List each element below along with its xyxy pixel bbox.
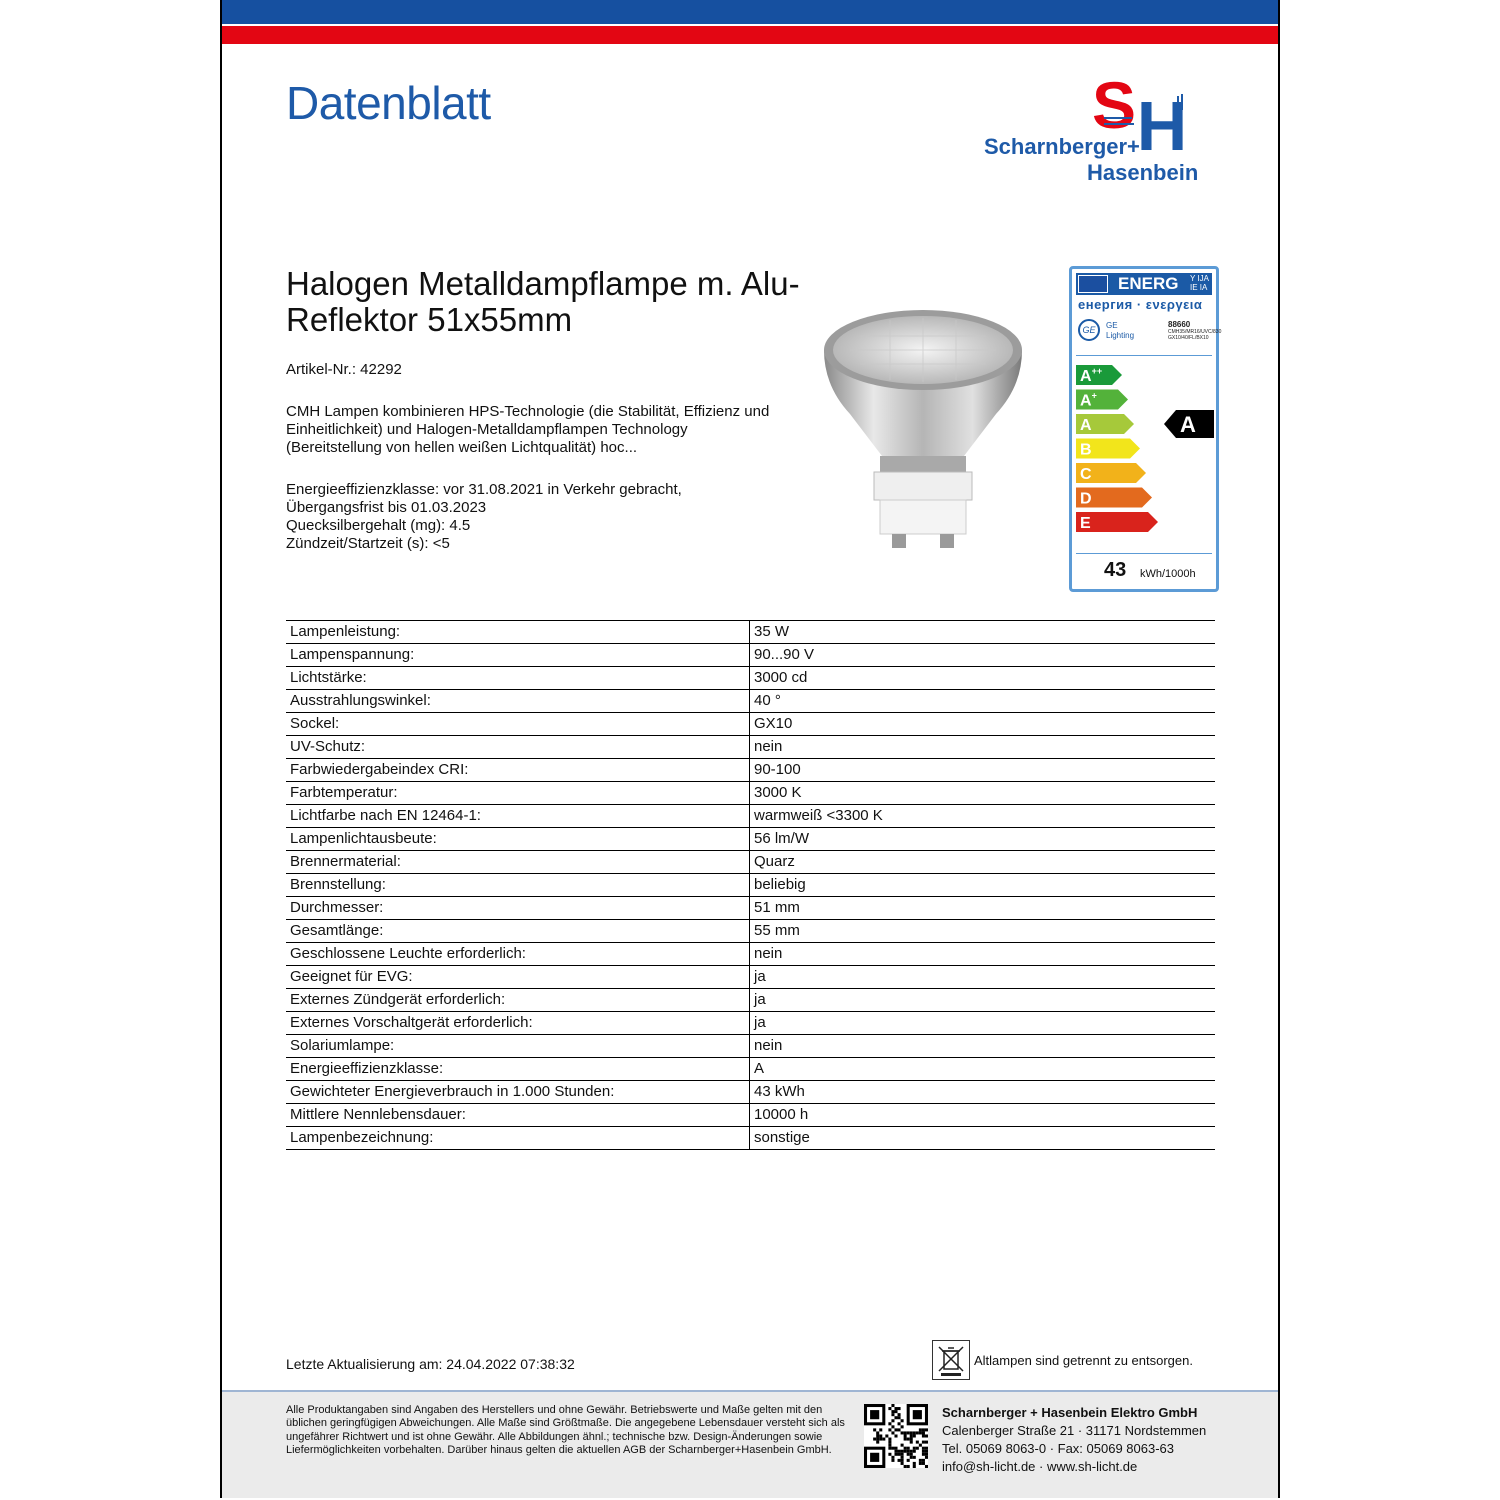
table-row — [286, 759, 1215, 782]
spec-value: 43 kWh — [750, 1081, 1216, 1104]
spec-value: 55 mm — [750, 920, 1216, 943]
energy-class-arrow — [1076, 439, 1140, 459]
energy-class-label: E — [1080, 515, 1091, 532]
lamp-image — [820, 306, 1026, 552]
table-row — [286, 1081, 1215, 1104]
energy-label-divider — [1076, 553, 1212, 554]
table-row — [286, 690, 1215, 713]
footer-disclaimer: Alle Produktangaben sind Angaben des Herstellers und ohne Gewähr. Betriebswerte und Maße gelten mit den üblichen geringfügigen Abweichungen. Alle Maße sind Größtmaße. Die angegebene Lebensdauer versteht sich als ungefährer Richtwert und ist ohne Gewähr. Alle Abbildungen ähnl.; technische bzw. Design-Änderungen sowie Liefermöglichkeiten vorbehalten. Darüber hinaus gelten die aktuellen AGB der Scharnberger+Hasenbein GmbH. — [286, 1404, 845, 1457]
spec-value: 90...90 V — [750, 644, 1216, 667]
spec-key: UV-Schutz: — [286, 736, 750, 759]
energy-label-title-suffix: Y IJA IE IA — [1190, 274, 1209, 292]
spec-value: A — [750, 1058, 1216, 1081]
table-row — [286, 1127, 1215, 1150]
spec-value: ja — [750, 1012, 1216, 1035]
spec-key: Lampenspannung: — [286, 644, 750, 667]
product-title: Halogen Metalldampflampe m. Alu-Reflektor 51x55mm — [286, 265, 800, 338]
energy-class-label: A+ — [1080, 390, 1097, 410]
spec-key: Ausstrahlungswinkel: — [286, 690, 750, 713]
spec-value: ja — [750, 966, 1216, 989]
spec-key: Gewichteter Energieverbrauch in 1.000 Stunden: — [286, 1081, 750, 1104]
table-row — [286, 851, 1215, 874]
table-row — [286, 920, 1215, 943]
company-phone: Tel. 05069 8063-0 · Fax: 05069 8063-63 — [942, 1441, 1175, 1456]
table-row — [286, 989, 1215, 1012]
spec-value: 51 mm — [750, 897, 1216, 920]
spec-value: nein — [750, 736, 1216, 759]
spec-key: Externes Zündgerät erforderlich: — [286, 989, 750, 1012]
energy-class-arrow — [1076, 365, 1122, 385]
spec-key: Mittlere Nennlebensdauer: — [286, 1104, 750, 1127]
eu-flag-icon — [1078, 275, 1108, 293]
spec-key: Lichtstärke: — [286, 667, 750, 690]
logo-line-2: Hasenbein — [1087, 160, 1199, 185]
spec-key: Brennermaterial: — [286, 851, 750, 874]
logo-line-1: Scharnberger+ — [984, 134, 1140, 159]
table-row — [286, 897, 1215, 920]
spec-key: Sockel: — [286, 713, 750, 736]
crossed-out-bin-icon — [932, 1340, 970, 1380]
table-row — [286, 1035, 1215, 1058]
detail-line: Quecksilbergehalt (mg): 4.5 — [286, 517, 471, 534]
specs-table — [286, 620, 1215, 1150]
spec-key: Solariumlampe: — [286, 1035, 750, 1058]
company-name: Scharnberger + Hasenbein Elektro GmbH — [942, 1405, 1198, 1420]
spec-key: Lichtfarbe nach EN 12464-1: — [286, 805, 750, 828]
company-contact — [942, 1404, 1206, 1476]
company-address: Calenberger Straße 21 · 31171 Nordstemmen — [942, 1423, 1207, 1438]
energy-class-label: B — [1080, 441, 1092, 459]
spec-key: Lampenbezeichnung: — [286, 1127, 750, 1150]
spec-value: GX10 — [750, 713, 1216, 736]
energy-label-divider — [1076, 355, 1212, 356]
energy-class-arrow — [1076, 488, 1152, 508]
article-number: Artikel-Nr.: 42292 — [286, 361, 402, 378]
detail-line: Energieeffizienzklasse: vor 31.08.2021 in Verkehr gebracht, Übergangsfrist bis 01.03.2023 — [286, 481, 682, 516]
table-row — [286, 736, 1215, 759]
spec-key: Lampenlichtausbeute: — [286, 828, 750, 851]
spec-value: warmweiß <3300 K — [750, 805, 1216, 828]
spec-value: Quarz — [750, 851, 1216, 874]
energy-class-arrow — [1076, 512, 1158, 532]
energy-label-model-number: 88660 — [1168, 320, 1191, 329]
spec-value: 56 lm/W — [750, 828, 1216, 851]
energy-class-arrow — [1076, 463, 1146, 483]
footer — [222, 1390, 1278, 1498]
table-row — [286, 943, 1215, 966]
energy-class-label: C — [1080, 466, 1092, 483]
logo-monogram-s: S — [1091, 68, 1137, 142]
energy-label-model-code: CMH35/MR16/UVC/830 GX10/40/FL/BX10 — [1168, 329, 1222, 341]
detail-line: Zündzeit/Startzeit (s): <5 — [286, 535, 450, 552]
spec-key: Farbtemperatur: — [286, 782, 750, 805]
energy-class-arrow — [1076, 390, 1128, 410]
logo-monogram-h: H — [1136, 87, 1188, 165]
energy-class-scale — [1076, 361, 1216, 541]
spec-key: Brennstellung: — [286, 874, 750, 897]
last-updated: Letzte Aktualisierung am: 24.04.2022 07:38:32 — [286, 1356, 575, 1372]
energy-label — [1069, 266, 1222, 592]
spec-key: Energieeffizienzklasse: — [286, 1058, 750, 1081]
spec-value: 3000 K — [750, 782, 1216, 805]
energy-rating-label: A — [1180, 412, 1196, 437]
table-row — [286, 1058, 1215, 1081]
spec-key: Gesamtlänge: — [286, 920, 750, 943]
qr-code-icon[interactable] — [864, 1404, 928, 1468]
spec-value: 40 ° — [750, 690, 1216, 713]
table-row — [286, 713, 1215, 736]
energy-class-label: A — [1080, 417, 1092, 434]
spec-value: nein — [750, 943, 1216, 966]
energy-consumption-unit: kWh/1000h — [1140, 568, 1196, 580]
product-details — [286, 481, 756, 553]
energy-label-model — [1168, 321, 1221, 341]
company-web[interactable]: info@sh-licht.de · www.sh-licht.de — [942, 1459, 1138, 1474]
header-stripe-red — [222, 26, 1278, 44]
energy-consumption-value: 43 — [1104, 559, 1127, 581]
spec-value: 10000 h — [750, 1104, 1216, 1127]
energy-label-title: ENERG — [1118, 274, 1179, 293]
spec-value: 3000 cd — [750, 667, 1216, 690]
spec-value: 35 W — [750, 621, 1216, 644]
page-title: Datenblatt — [286, 77, 491, 129]
energy-rating-indicator — [1164, 410, 1214, 438]
table-row — [286, 782, 1215, 805]
spec-value: beliebig — [750, 874, 1216, 897]
spec-value: nein — [750, 1035, 1216, 1058]
energy-label-brand: GE Lighting — [1106, 321, 1135, 340]
table-row — [286, 874, 1215, 897]
disposal-note: Altlampen sind getrennt zu entsorgen. — [974, 1353, 1193, 1368]
header-stripe-blue — [222, 0, 1278, 24]
spec-key: Farbwiedergabeindex CRI: — [286, 759, 750, 782]
table-row — [286, 805, 1215, 828]
product-description: CMH Lampen kombinieren HPS-Technologie (die Stabilität, Effizienz und Einheitlichkeit) und Halogen-Metalldampflampen Technology (Bereitstellung von hellen weißen Lichtqualität) hoc... — [286, 403, 770, 456]
table-row — [286, 966, 1215, 989]
table-row — [286, 667, 1215, 690]
spec-value: ja — [750, 989, 1216, 1012]
spec-key: Geeignet für EVG: — [286, 966, 750, 989]
energy-class-label: D — [1080, 490, 1092, 508]
spec-key: Lampenleistung: — [286, 621, 750, 644]
energy-label-header — [1076, 273, 1212, 295]
energy-class-label: A++ — [1080, 366, 1103, 385]
spec-key: Externes Vorschaltgerät erforderlich: — [286, 1012, 750, 1035]
spec-key: Durchmesser: — [286, 897, 750, 920]
table-row — [286, 828, 1215, 851]
datasheet-page — [220, 0, 1280, 1498]
bin-icon-graphic — [933, 1341, 969, 1379]
table-row — [286, 621, 1215, 644]
energy-label-subtitle: енергия · ενεργεια — [1078, 297, 1203, 312]
spec-value: 90-100 — [750, 759, 1216, 782]
table-row — [286, 1012, 1215, 1035]
energy-class-arrow — [1076, 414, 1134, 434]
spec-value: sonstige — [750, 1127, 1216, 1150]
table-row — [286, 644, 1215, 667]
spec-key: Geschlossene Leuchte erforderlich: — [286, 943, 750, 966]
ge-logo-icon: GE — [1078, 319, 1100, 341]
table-row — [286, 1104, 1215, 1127]
